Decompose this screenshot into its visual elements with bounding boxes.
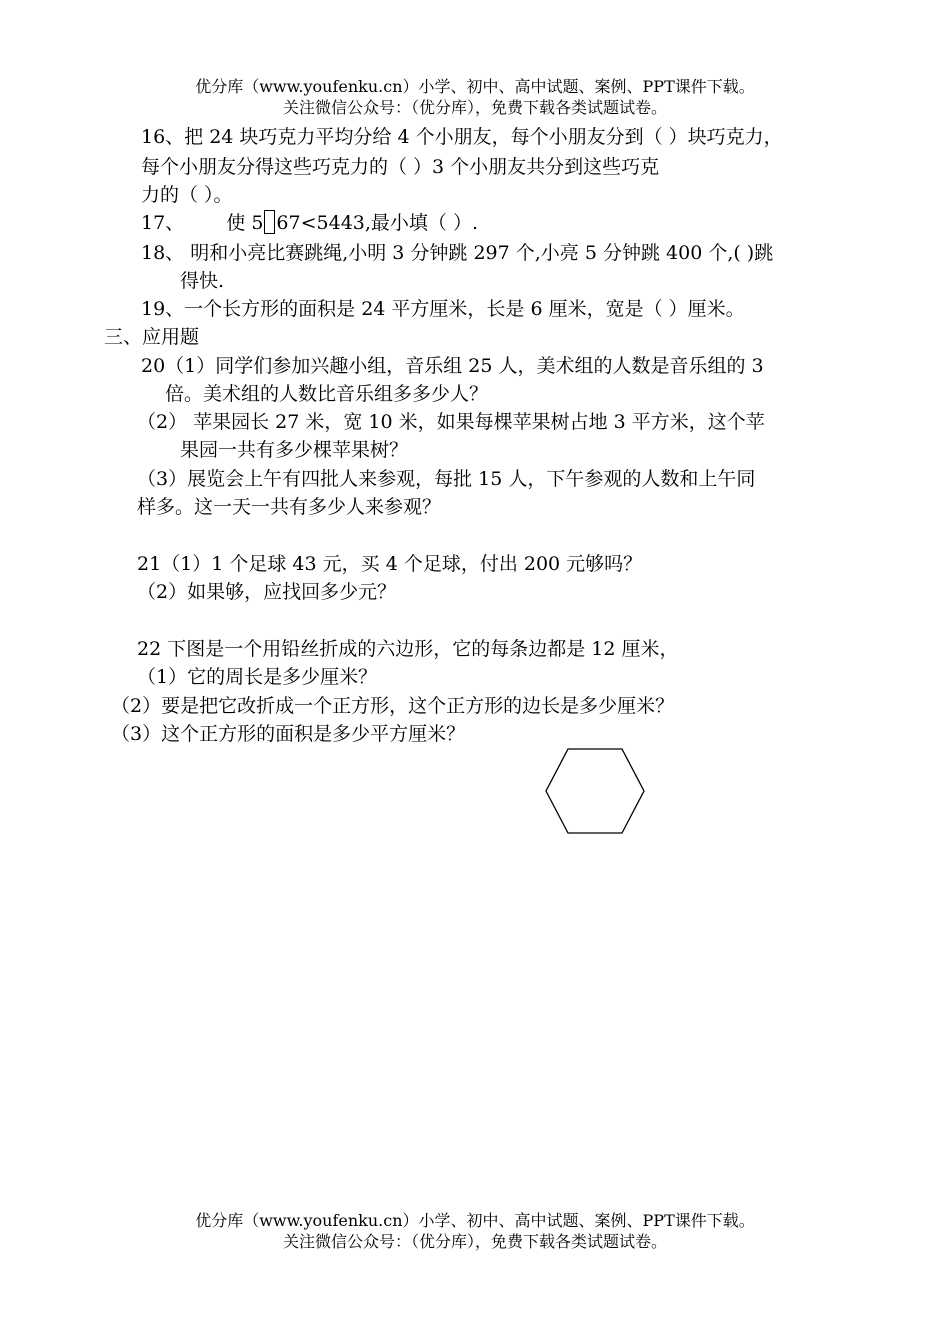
- q17-prefix: 使 5: [226, 212, 264, 234]
- q20-part2-line-1: （2） 苹果园长 27 米，宽 10 米，如果每棵苹果树占地 3 平方米，这个苹: [137, 411, 765, 433]
- q16-line-3: 力的（ ）。: [141, 184, 233, 206]
- q18-line-2: 得快.: [180, 270, 225, 292]
- header-line-2: 关注微信公众号：（优分库），免费下载各类试题试卷。: [282, 98, 667, 117]
- q18-line-1: 18、 明和小亮比赛跳绳,小明 3 分钟跳 297 个,小亮 5 分钟跳 400 个,( )跳: [141, 242, 774, 264]
- hexagon-figure: [543, 747, 647, 837]
- q20-part2-line-2: 果园一共有多少棵苹果树？: [180, 439, 409, 461]
- q22-line-3: （2）要是把它改折成一个正方形，这个正方形的边长是多少厘米？: [111, 695, 675, 717]
- q20-part3-line-2: 样多。这一天一共有多少人来参观？: [137, 496, 442, 518]
- footer-line-1: 优分库（www.youfenku.cn）小学、初中、高中试题、案例、PPT课件下载。: [195, 1211, 755, 1230]
- footer-line-2: 关注微信公众号：（优分库），免费下载各类试题试卷。: [282, 1232, 667, 1251]
- q17-line: [141, 210, 478, 236]
- q17-suffix: 67<5443,最小填（ ）.: [276, 212, 478, 234]
- section-heading: 三、应用题: [104, 326, 200, 348]
- q20-part1-line-1: 20（1）同学们参加兴趣小组，音乐组 25 人，美术组的人数是音乐组的 3: [141, 355, 764, 377]
- blank-box: [264, 210, 275, 234]
- q21-line-1: 21（1）1 个足球 43 元，买 4 个足球，付出 200 元够吗？: [137, 553, 643, 575]
- q22-line-2: （1）它的周长是多少厘米？: [137, 666, 378, 688]
- q22-line-1: 22 下图是一个用铅丝折成的六边形，它的每条边都是 12 厘米，: [137, 638, 679, 660]
- q20-part1-line-2: 倍。美术组的人数比音乐组多多少人？: [165, 383, 489, 405]
- q22-line-4: （3）这个正方形的面积是多少平方厘米？: [111, 723, 466, 745]
- q16-line-1: 16、把 24 块巧克力平均分给 4 个小朋友，每个小朋友分到（ ）块巧克力，: [141, 126, 783, 148]
- q19-line: 19、一个长方形的面积是 24 平方厘米，长是 6 厘米，宽是（ ）厘米。: [141, 298, 745, 320]
- header-line-1: 优分库（www.youfenku.cn）小学、初中、高中试题、案例、PPT课件下载。: [195, 77, 755, 96]
- q21-line-2: （2）如果够，应找回多少元？: [137, 581, 397, 603]
- q16-line-2: 每个小朋友分得这些巧克力的（ ）3 个小朋友共分到这些巧克: [141, 156, 660, 178]
- q17-number: 17、: [141, 212, 185, 234]
- q20-part3-line-1: （3）展览会上午有四批人来参观，每批 15 人，下午参观的人数和上午同: [137, 468, 756, 490]
